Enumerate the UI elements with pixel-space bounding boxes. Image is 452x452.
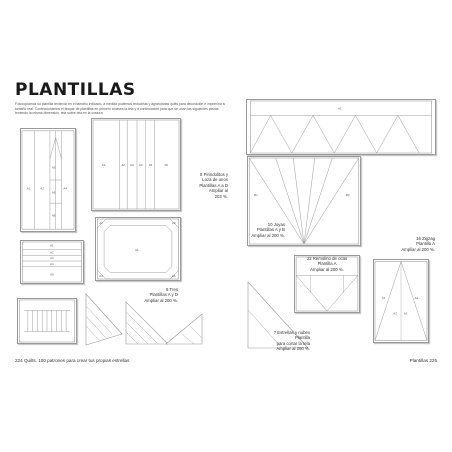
caption-zigzag: 16 Zigzag Plantilla A Ampliar al 200 %. xyxy=(401,236,435,252)
svg-text:A3: A3 xyxy=(51,165,56,170)
template-tree-strips xyxy=(17,298,77,344)
svg-text:A5: A5 xyxy=(50,272,54,277)
svg-text:A4: A4 xyxy=(138,162,143,167)
intro-paragraph: Fotocopiamos su plantilla teniendo en el tamaño indicado, a medida podemos reducirlas y agrandarlas quilts para decoración e imprimirlo a tamaño real. Confeccionamos el bloque de plantillas en primero a bases la tela y a continuación para que se unan las siguientes piezas teniendo la misma dimensión, tela sobre tela en la costura. xyxy=(15,102,225,116)
svg-text:A5: A5 xyxy=(171,274,176,279)
page-title: PLANTILLAS xyxy=(15,80,136,100)
caption-fan: 10 Joyas Plantillas A y B Ampliar al 200 %. xyxy=(251,222,285,238)
svg-text:A5: A5 xyxy=(148,162,153,167)
svg-text:A3: A3 xyxy=(130,162,134,167)
template-triangle-3 xyxy=(164,312,204,346)
svg-text:A3: A3 xyxy=(50,256,54,261)
footer-left: 224 Quilts. 100 patrones para crear tus propias estrellas xyxy=(15,358,130,363)
svg-text:A5: A5 xyxy=(51,190,56,195)
svg-text:A6: A6 xyxy=(51,213,56,218)
template-triangle-1 xyxy=(84,292,124,347)
svg-text:A4: A4 xyxy=(63,186,67,191)
svg-text:A3: A3 xyxy=(403,311,408,316)
template-horizontal-strips xyxy=(20,240,84,284)
caption-pinwheel: 8 Pirindolitos y Loza de unos Plantillas A a D Ampliar al 203 %. xyxy=(199,172,228,199)
svg-text:A1: A1 xyxy=(338,106,342,111)
svg-text:A2: A2 xyxy=(99,220,103,225)
svg-text:A2: A2 xyxy=(40,186,44,191)
svg-text:A6: A6 xyxy=(164,162,168,167)
svg-text:A4: A4 xyxy=(50,261,54,266)
template-vertical-strips xyxy=(91,118,181,211)
template-octagon xyxy=(95,217,181,281)
template-tall-triangle xyxy=(373,259,429,343)
svg-text:A1: A1 xyxy=(50,243,54,248)
svg-text:A1: A1 xyxy=(381,296,386,301)
svg-text:A1: A1 xyxy=(26,186,31,191)
template-house-tall xyxy=(20,128,76,232)
caption-trees: 8 Tres Plantillas A y D Ampliar al 200 %. xyxy=(144,287,178,303)
svg-text:A1: A1 xyxy=(101,162,106,167)
svg-text:A1: A1 xyxy=(135,247,139,252)
svg-text:A4: A4 xyxy=(414,296,419,301)
svg-text:A2: A2 xyxy=(50,250,54,255)
template-header-band xyxy=(246,99,436,155)
svg-text:A2: A2 xyxy=(393,311,397,316)
svg-text:A3: A3 xyxy=(171,220,176,225)
caption-geese: 22 Remolino de ocas Plantilla A Ampliar al 200 %. xyxy=(306,256,348,272)
svg-text:A4: A4 xyxy=(99,274,103,279)
svg-text:B1: B1 xyxy=(254,193,258,198)
caption-stars: 7 Estrellas y nubes Plantilla para cortar la tela Ampliar al 200 %. xyxy=(273,330,310,352)
footer-right: Plantillas 225 xyxy=(409,358,437,363)
svg-text:A2: A2 xyxy=(121,162,125,167)
svg-text:B2: B2 xyxy=(346,193,350,198)
